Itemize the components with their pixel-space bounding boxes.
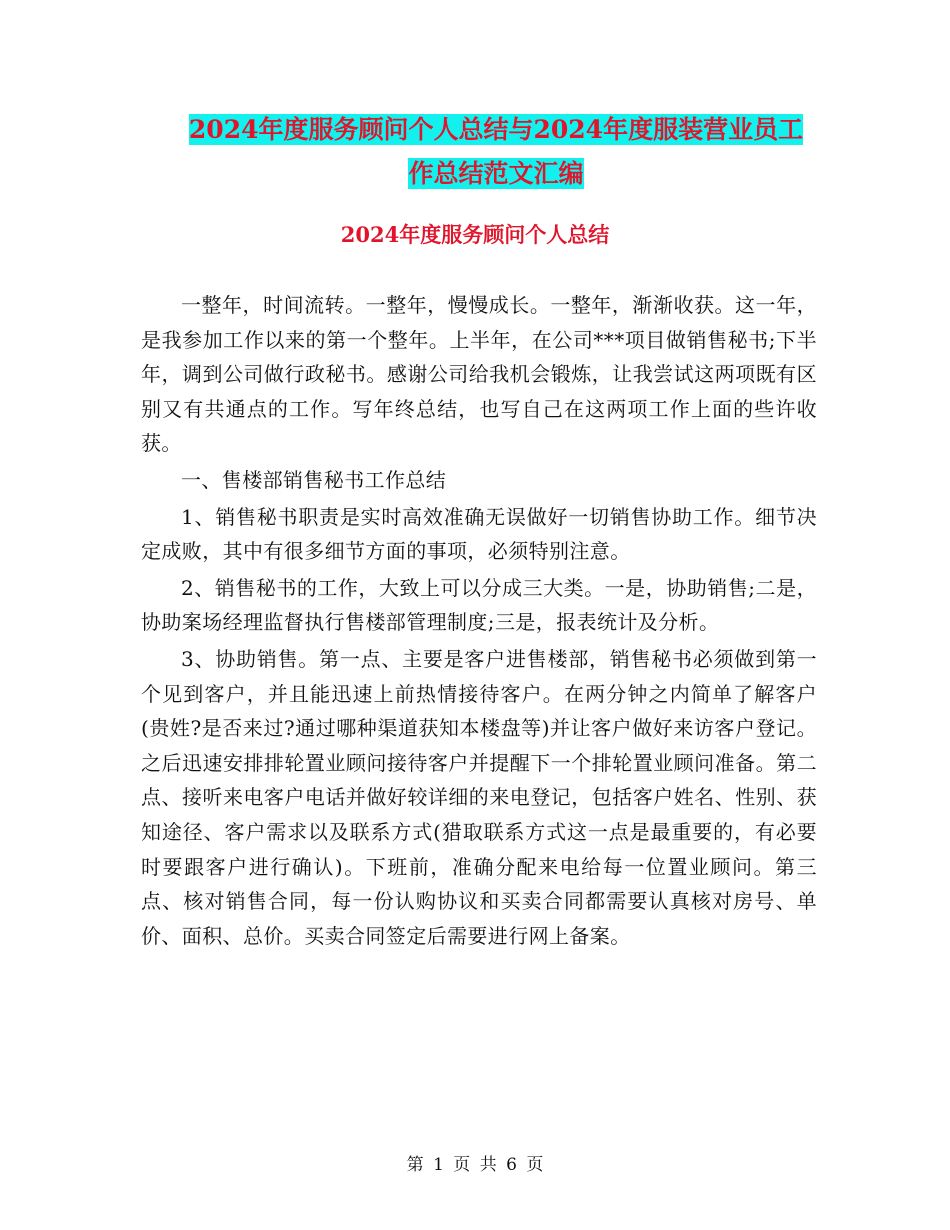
paragraph-3: 2、销售秘书的工作，大致上可以分成三大类。一是，协助销售;二是，协助案场经理监督执行售楼部管理制度;三是，报表统计及分析。 [141, 575, 817, 635]
paragraph-4: 3、协助销售。第一点、主要是客户进售楼部，销售秘书必须做到第一个见到客户，并且能迅速上前热情接待客户。在两分钟之内简单了解客户(贵姓?是否来过?通过哪种渠道获知本楼盘等)并让客户做好来访客户登记。之后迅速安排排轮置业顾问接待客户并提醒下一个排轮置业顾问准备。第二点、接听来电客户电话并做好较详细的来电登记，包括客户姓名、性别、获知途径、客户需求以及联系方式(猎取联系方式这一点是最重要的，有必要时要跟客户进行确认)。下班前，准确分配来电给每一位置业顾问。第三点、核对销售合同，每一份认购协议和买卖合同都需要认真核对房号、单价、面积、总价。买卖合同签定后需要进行网上备案。 [141, 646, 817, 948]
section-title: 2024年度服务顾问个人总结 [340, 222, 610, 247]
paragraph-2: 1、销售秘书职责是实时高效准确无误做好一切销售协助工作。细节决定成败，其中有很多细节方面的事项，必须特别注意。 [141, 504, 817, 564]
page-number-footer: 第 1 页 共 6 页 [406, 1155, 544, 1175]
document-title [140, 108, 852, 196]
document-title-line-1: 2024年度服务顾问个人总结与2024年度服装营业员工 [188, 115, 804, 144]
paragraph-heading-1: 一、售楼部销售秘书工作总结 [181, 467, 447, 492]
paragraph-1: 一整年，时间流转。一整年，慢慢成长。一整年，渐渐收获。这一年，是我参加工作以来的第一个整年。上半年，在公司***项目做销售秘书;下半年，调到公司做行政秘书。感谢公司给我机会锻炼，让我尝试这两项既有区别又有共通点的工作。写年终总结，也写自己在这两项工作上面的些许收获。 [141, 293, 817, 456]
document-body [141, 288, 817, 955]
document-title-line-2: 作总结范文汇编 [408, 159, 584, 188]
